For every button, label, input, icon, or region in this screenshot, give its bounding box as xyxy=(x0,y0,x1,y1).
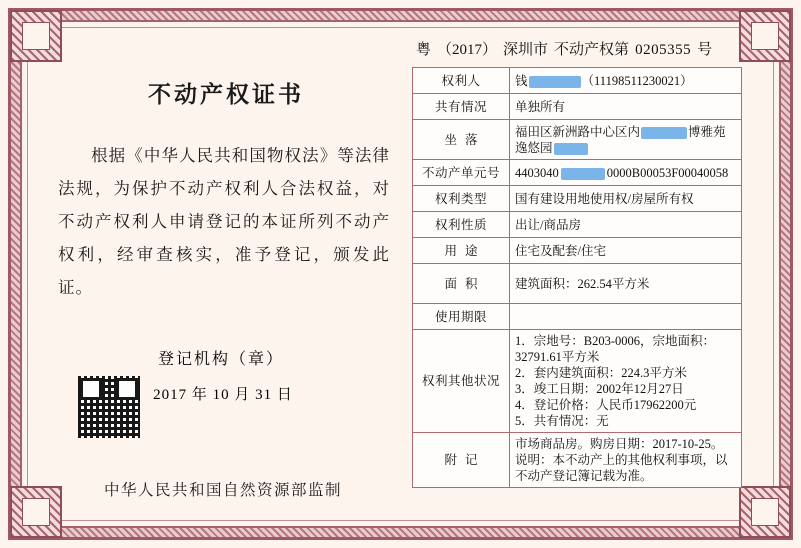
issue-date: 2017 年 10 月 31 日 xyxy=(153,387,293,403)
table-row xyxy=(413,238,742,264)
table-row xyxy=(413,433,742,488)
row-value-right-nature: 出让/商品房 xyxy=(510,212,742,238)
table-row xyxy=(413,330,742,433)
table-row xyxy=(413,120,742,160)
certificate-number-unit: 号 xyxy=(697,42,713,58)
issue-year: （2017） xyxy=(437,42,498,58)
row-value-ownership: 单独所有 xyxy=(510,94,742,120)
certificate-content xyxy=(34,34,767,514)
table-row xyxy=(413,264,742,304)
redaction-mark xyxy=(554,143,588,155)
row-key-ownership: 共有情况 xyxy=(413,94,510,120)
redaction-mark xyxy=(641,127,687,139)
row-key-unit-number: 不动产单元号 xyxy=(413,160,510,186)
redaction-mark xyxy=(561,168,605,180)
table-row xyxy=(413,186,742,212)
row-value-other-rights xyxy=(510,330,742,433)
certificate-number-header xyxy=(412,38,767,59)
other-rights-line: 2．套内建筑面积：224.3平方米 xyxy=(515,366,687,380)
table-row xyxy=(413,94,742,120)
right-pane xyxy=(412,34,767,514)
row-key-location: 坐落 xyxy=(413,120,510,160)
qr-code-icon xyxy=(78,376,140,438)
certificate-body-text xyxy=(54,139,398,304)
row-key-right-nature: 权利性质 xyxy=(413,212,510,238)
left-pane xyxy=(34,34,412,514)
province-code: 粤 xyxy=(416,42,432,58)
other-rights-line: 3．竣工日期：2002年12月27日 xyxy=(515,382,684,396)
row-value-right-type: 国有建设用地使用权/房屋所有权 xyxy=(510,186,742,212)
row-value-unit-number: 4403040 0000B00053F00040058 xyxy=(510,160,742,186)
row-value-usage: 住宅及配套/住宅 xyxy=(510,238,742,264)
row-key-usage: 用途 xyxy=(413,238,510,264)
other-rights-line: 1．宗地号：B203-0006，宗地面积：32791.61平方米 xyxy=(515,334,716,364)
row-key-other-rights: 权利其他状况 xyxy=(413,330,510,433)
property-info-table xyxy=(412,67,742,488)
certificate-label: 不动产权第 xyxy=(554,42,630,58)
certificate-number: 0205355 xyxy=(635,42,692,58)
row-value-owner: 钱 （11198511230021） xyxy=(510,68,742,94)
remarks-line: 说明：本不动产上的其他权利事项，以不动产登记簿记载为准。 xyxy=(515,453,728,483)
redaction-mark xyxy=(529,76,581,88)
row-value-area: 建筑面积：262.54平方米 xyxy=(510,264,742,304)
row-value-remarks xyxy=(510,433,742,488)
other-rights-line: 4．登记价格：人民币17962200元 xyxy=(515,398,697,412)
city-name: 深圳市 xyxy=(503,42,549,58)
issuing-authority-label: 登记机构（章） xyxy=(157,351,284,368)
row-value-term xyxy=(510,304,742,330)
table-row xyxy=(413,212,742,238)
table-row xyxy=(413,160,742,186)
page-title: 不动产权证书 xyxy=(148,82,304,107)
row-key-owner: 权利人 xyxy=(413,68,510,94)
row-key-remarks: 附记 xyxy=(413,433,510,488)
certificate-body-span: 根据《中华人民共和国物权法》等法律法规，为保护不动产权利人合法权益，对不动产权利人申请登记的本证所列不动产权利，经审查核实，准予登记，颁发此证。 xyxy=(58,146,390,297)
row-key-right-type: 权利类型 xyxy=(413,186,510,212)
remarks-line: 市场商品房。购房日期：2017-10-25。 xyxy=(515,437,724,451)
row-value-location: 福田区新洲路中心区内 博雅苑逸悠园 xyxy=(510,120,742,160)
row-key-area: 面积 xyxy=(413,264,510,304)
other-rights-line: 5．共有情况：无 xyxy=(515,414,609,428)
table-row xyxy=(413,68,742,94)
table-row xyxy=(413,304,742,330)
footer-supervision-text: 中华人民共和国自然资源部监制 xyxy=(103,482,342,499)
row-key-term: 使用期限 xyxy=(413,304,510,330)
